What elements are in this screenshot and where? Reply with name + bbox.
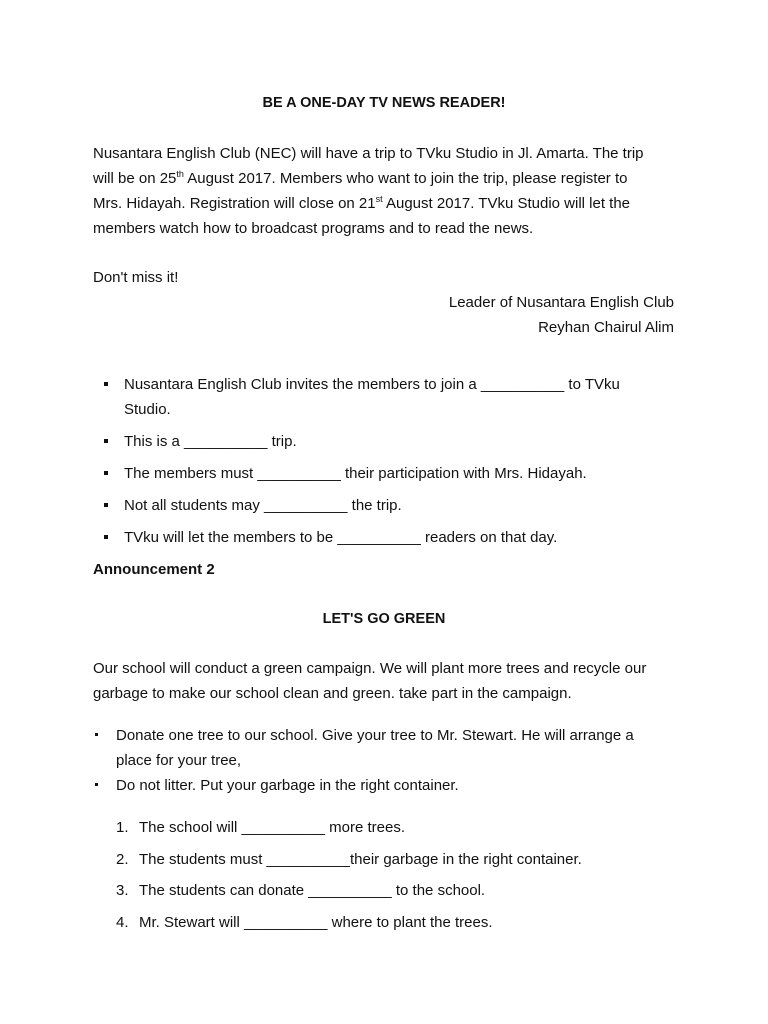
announcement2-title: LET'S GO GREEN (322, 611, 446, 627)
announcement1-body-line2: will be on 25th August 2017. Members who want to join the trip, please register to (93, 169, 628, 187)
square-bullet-icon (104, 503, 108, 507)
announcement1-body-line3: Mrs. Hidayah. Registration will close on 21st August 2017. TVku Studio will let the (93, 194, 631, 212)
square-bullet-icon (104, 471, 108, 475)
square-bullet-icon (104, 439, 108, 443)
document-page: BE A ONE-DAY TV NEWS READER! Nusantara English Club (NEC) will have a trip to TVku Studio in Jl. Amarta. The trip will be on 25th August 2017. Members who want to join the trip, please register to Mrs. Hidayah. Registration will close on 21st August 2017. TVku Studio will let the members watch how to broadcast programs and to read the news. Don't miss it! Leader of Nusantara English Club Reyhan Chairul Alim Nusantara English Club invites the members to join a __________ to TVku Studio. This is a __________ trip. The members must __________ their participation with Mrs. Hidayah. Not all students may __________ the trip. TVku will let the members to be __________ readers on that day. Announcement 2 LET'S GO GREEN Our school will conduct a green campaign. We will plant more trees and recycle our garbage to make our school clean and green. take part in the campaign. Donate one tree to our school. Give your tree to Mr. Stewart. He will arrange a place for your tree, Do not litter. Put your garbage in the right container. 1. The school will __________ more trees. 2. The students must __________their garbage in the right container. 3. The students can donate __________ to the school. 4. Mr. Stewart will __________ where to plant the trees. (0, 0, 768, 1024)
announcement2-body-line1: Our school will conduct a green campaign. We will plant more trees and recycle our (93, 660, 647, 677)
announcement2-body-line2: garbage to make our school clean and green. take part in the campaign. (93, 685, 572, 702)
announcement1-body-line4: members watch how to broadcast programs and to read the news. (93, 220, 534, 237)
square-bullet-icon (104, 382, 108, 386)
announcement1-body-line1: Nusantara English Club (NEC) will have a trip to TVku Studio in Jl. Amarta. The trip (93, 145, 644, 162)
signature-name: Reyhan Chairul Alim (538, 319, 674, 336)
square-bullet-icon (95, 733, 98, 736)
square-bullet-icon (95, 783, 98, 786)
announcement1-title: BE A ONE-DAY TV NEWS READER! (262, 95, 506, 111)
square-bullet-icon (104, 535, 108, 539)
announcement2-heading: Announcement 2 (93, 561, 215, 578)
signature-role: Leader of Nusantara English Club (448, 294, 674, 311)
announcement1-closing: Don't miss it! (93, 269, 179, 286)
